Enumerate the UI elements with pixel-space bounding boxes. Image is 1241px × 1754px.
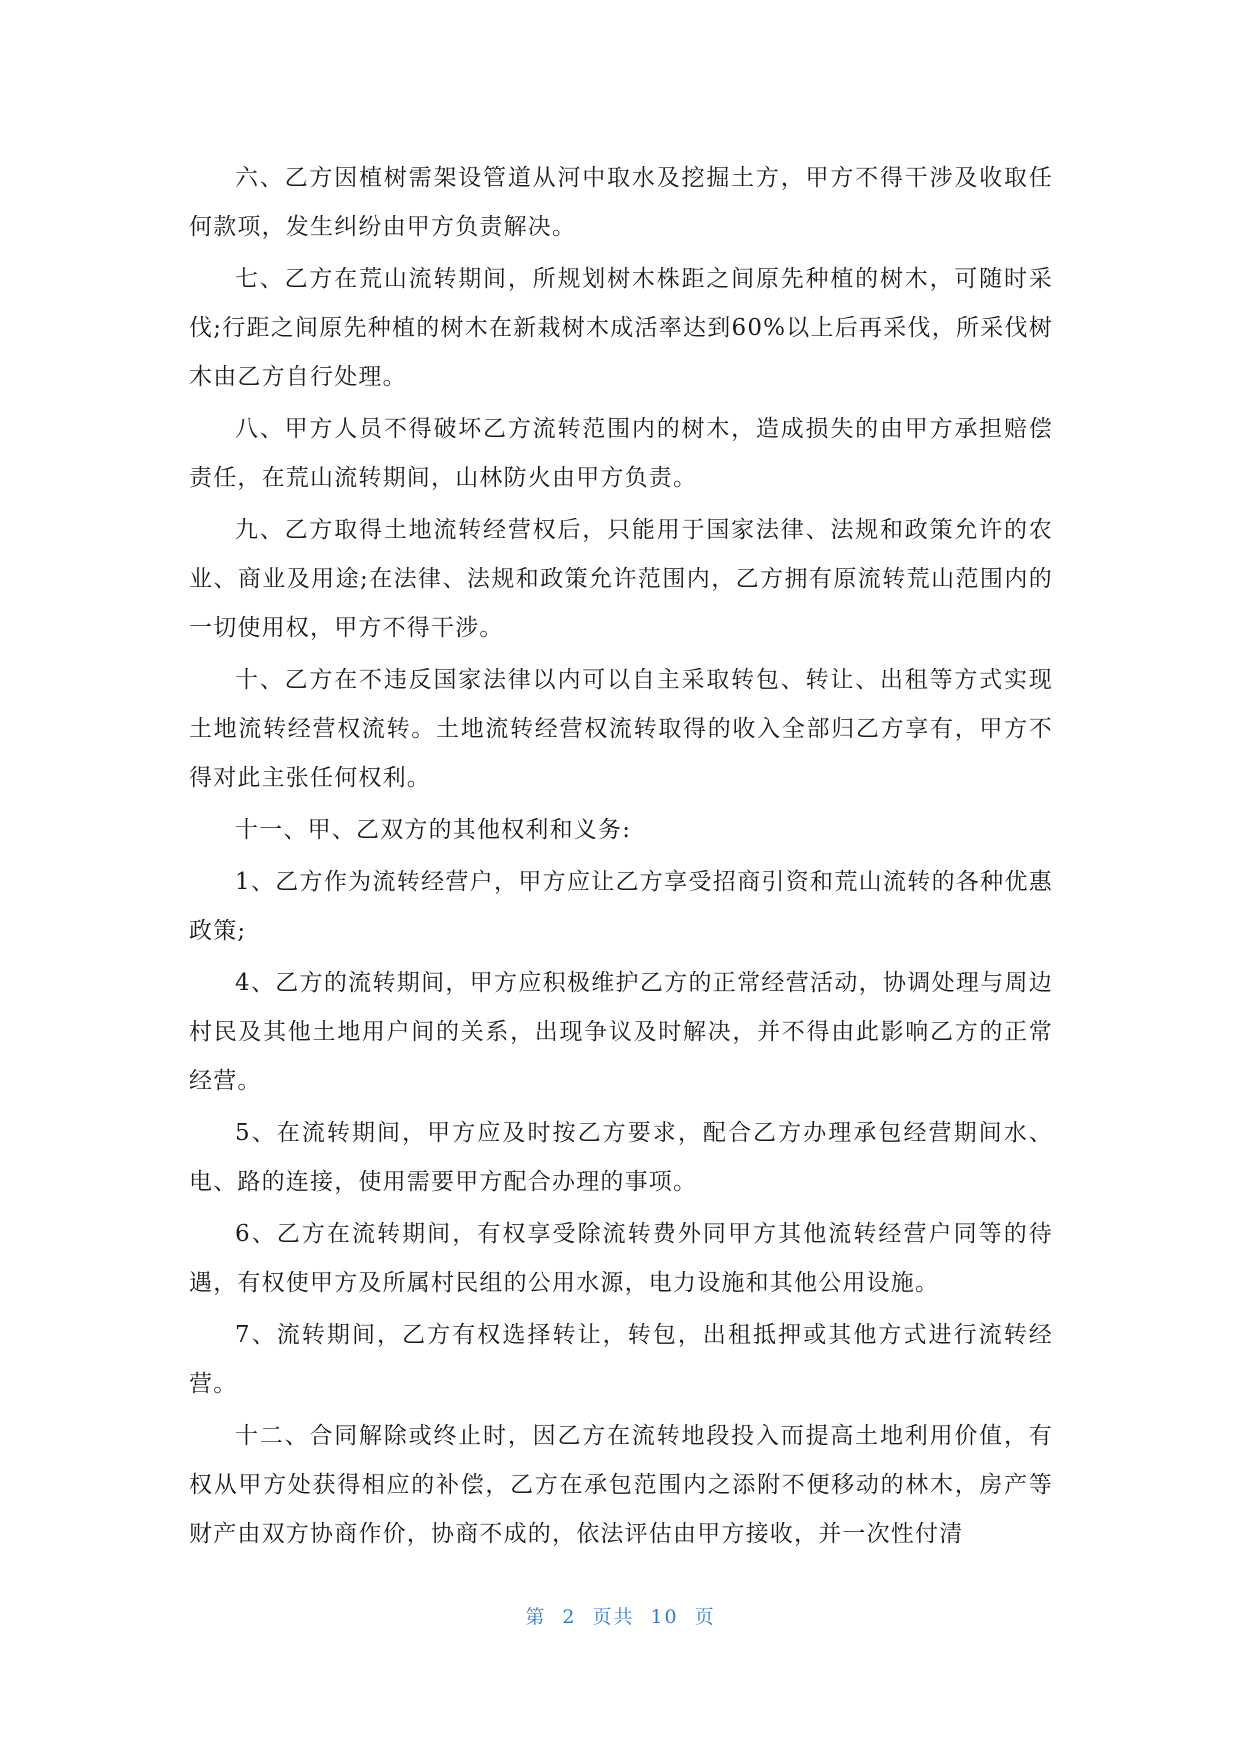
- paragraph-9: 九、乙方取得土地流转经营权后，只能用于国家法律、法规和政策允许的农业、商业及用途;在法律、法规和政策允许范围内，乙方拥有原流转荒山范围内的一切使用权，甲方不得干涉。: [189, 517, 1053, 641]
- paragraph-12: 十二、合同解除或终止时，因乙方在流转地段投入而提高土地利用价值，有权从甲方处获得相应的补偿，乙方在承包范围内之添附不便移动的林木，房产等财产由双方协商作价，协商不成的，依法评估由甲方接收，并一次性付清: [189, 1423, 1053, 1547]
- paragraph-11-item-4: 4、乙方的流转期间，甲方应积极维护乙方的正常经营活动，协调处理与周边村民及其他土地用户间的关系，出现争议及时解决，并不得由此影响乙方的正常经营。: [189, 970, 1053, 1094]
- paragraph-11-item-7: 7、流转期间，乙方有权选择转让，转包，出租抵押或其他方式进行流转经营。: [189, 1322, 1053, 1397]
- document-body: [189, 154, 1053, 1562]
- paragraph-10: 十、乙方在不违反国家法律以内可以自主采取转包、转让、出租等方式实现土地流转经营权流转。土地流转经营权流转取得的收入全部归乙方享有，甲方不得对此主张任何权利。: [189, 667, 1053, 791]
- paragraph-11-item-6: 6、乙方在流转期间，有权享受除流转费外同甲方其他流转经营户同等的待遇，有权使甲方及所属村民组的公用水源，电力设施和其他公用设施。: [189, 1221, 1053, 1296]
- paragraph-11-heading: 十一、甲、乙双方的其他权利和义务:: [235, 817, 632, 843]
- paragraph-8: 八、甲方人员不得破坏乙方流转范围内的树木，造成损失的由甲方承担赔偿责任，在荒山流转期间，山林防火由甲方负责。: [189, 416, 1053, 491]
- paragraph-7: 七、乙方在荒山流转期间，所规划树木株距之间原先种植的树木，可随时采伐;行距之间原先种植的树木在新栽树木成活率达到60%以上后再采伐，所采伐树木由乙方自行处理。: [189, 266, 1053, 390]
- paragraph-11-item-5: 5、在流转期间，甲方应及时按乙方要求，配合乙方办理承包经营期间水、电、路的连接，使用需要甲方配合办理的事项。: [189, 1120, 1053, 1195]
- footer-suffix: 页: [694, 1606, 716, 1628]
- page-number-footer: [0, 1602, 1241, 1629]
- paragraph-11-item-1: 1、乙方作为流转经营户，甲方应让乙方享受招商引资和荒山流转的各种优惠政策;: [189, 869, 1053, 944]
- footer-middle: 页共: [592, 1606, 635, 1628]
- footer-prefix: 第: [525, 1606, 547, 1628]
- footer-current-page: 2: [562, 1606, 577, 1628]
- footer-total-pages: 10: [650, 1606, 679, 1628]
- paragraph-6: 六、乙方因植树需架设管道从河中取水及挖掘土方，甲方不得干涉及收取任何款项，发生纠纷由甲方负责解决。: [189, 165, 1053, 240]
